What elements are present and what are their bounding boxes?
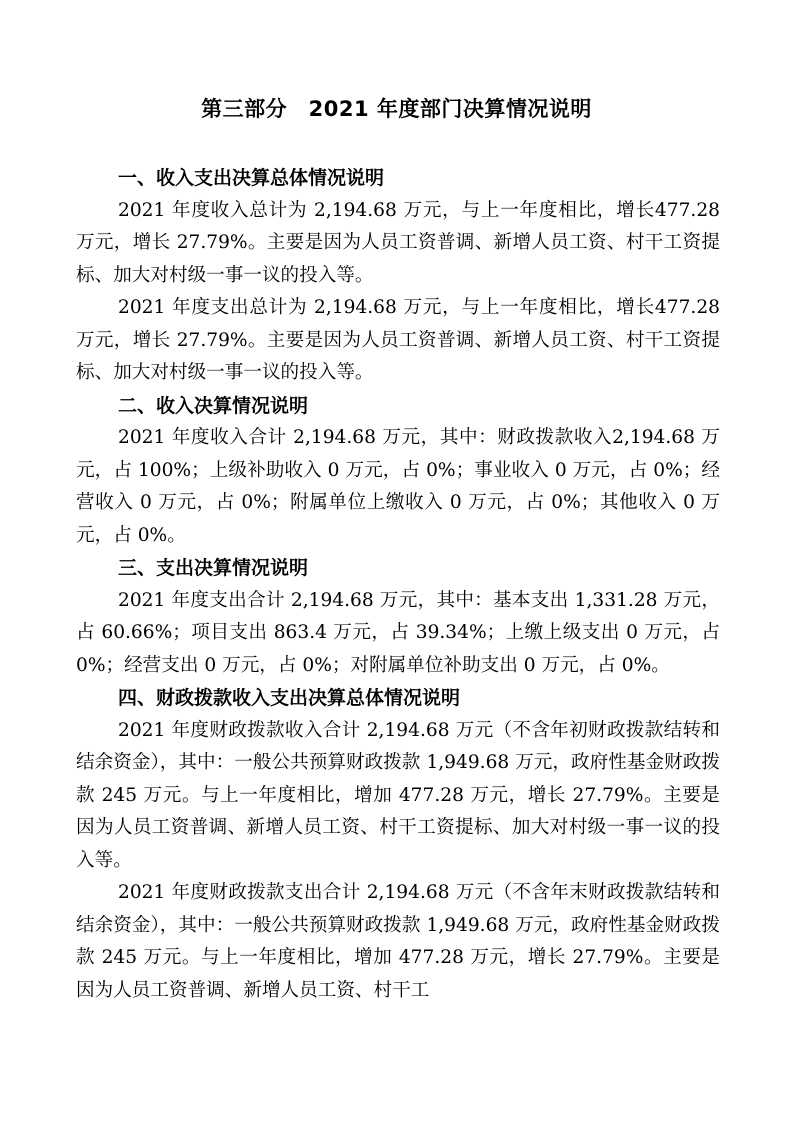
section-fiscal-appropriation-overview [76,682,720,1007]
document-body [76,162,720,1007]
section-expenditure-details [76,552,720,682]
paragraph-total-income: 2021 年度收入总计为 2,194.68 万元，与上一年度相比，增长477.28 万元，增长 27.79%。主要是因为人员工资普调、新增人员工资、村干工资提标、加大对村级一事一议的投入等。 [76,199,720,286]
section-income-details [76,390,720,553]
section-heading: 四、财政拨款收入支出决算总体情况说明 [118,687,461,709]
paragraph-total-expenditure: 2021 年度支出总计为 2,194.68 万元，与上一年度相比，增长477.28 万元，增长 27.79%。主要是因为人员工资普调、新增人员工资、村干工资提标、加大对村级一事一议的投入等。 [76,297,720,383]
paragraph-fiscal-income: 2021 年度财政拨款收入合计 2,194.68 万元（不含年初财政拨款结转和结余资金），其中：一般公共预算财政拨款 1,949.68 万元，政府性基金财政拨款 245 万元。与上一年度相比，增加 477.28 万元，增长 27.79%。主要是因为人员工资普调、新增人员工资、村干工资提标、加大对村级一事一议的投入等。 [76,719,720,871]
paragraph-fiscal-expenditure: 2021 年度财政拨款支出合计 2,194.68 万元（不含年末财政拨款结转和结余资金），其中：一般公共预算财政拨款 1,949.68 万元，政府性基金财政拨款 245 万元。与上一年度相比，增加 477.28 万元，增长 27.79%。主要是因为人员工资普调、新增人员工资、村干工 [76,882,720,1001]
section-heading: 三、支出决算情况说明 [118,557,309,579]
paragraph-income-breakdown: 2021 年度收入合计 2,194.68 万元，其中：财政拨款收入2,194.68 万元，占 100%；上级补助收入 0 万元，占 0%；事业收入 0 万元，占 0%；经营收入 0 万元，占 0%；附属单位上缴收入 0 万元，占 0%；其他收入 0 万元，占 0%。 [76,427,720,546]
paragraph-expenditure-breakdown: 2021 年度支出合计 2,194.68 万元，其中：基本支出 1,331.28 万元，占 60.66%；项目支出 863.4 万元，占 39.34%；上缴上级支出 0 万元，占 0%；经营支出 0 万元，占 0%；对附属单位补助支出 0 万元，占 0%。 [76,589,720,676]
section-heading: 二、收入决算情况说明 [118,394,309,417]
section-heading: 一、收入支出决算总体情况说明 [118,167,385,189]
section-income-expenditure-overview [76,162,720,390]
page-title: 第三部分 2021 年度部门决算情况说明 [201,97,592,121]
